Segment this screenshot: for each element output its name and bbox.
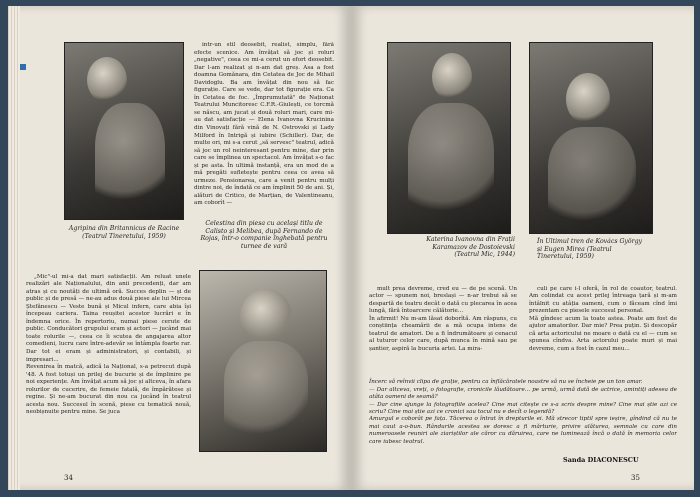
photo-agripina xyxy=(64,42,184,220)
paragraph: mult prea devreme, cred eu — de pe scenă. Un actor — spunem noi, breslași — n-ar trebui să se despartă de teatru decât o dată cu plecarea în acea lungă, fără întoarcere călătorie... În afirmit! Nu m-am lăsat doborîtă. Am răspuns, cu conștiința cheamării de a mă ocupa intens de teatrul de amatori. De a fi îndrumătoare și cenacul al tuturor celor care, după munca în mină sau pe șantier, aspiră la bucuria artei. La mira- xyxy=(369,285,517,352)
text-column-bottom xyxy=(26,266,191,474)
photo-ultimul-tren xyxy=(529,42,653,234)
paragraph: într-un stil deosebit, realist, simplu, fără efecte scenice. Am învățat să joc și roluri „negative", ceea ce mi-a cerut un efort deosebit. Dar l-am realizat și n-am dat greș. Asa a fost doamna Gomănara, din Cetatea de Joc de Mihail Davidoglu. Ba am învățat din nou să fac figurație. Care se vede, dar tot figurație era. Ca în Cetatea de foc. „Împrumutată" de Naționat Teatrului Muncitoresc C.F.R.-Giulești, ce torcmă se născu, am jucat și două roluri mari, care mi-au dat satisfacție — Elena Ivanovna Krucinina din Vinovați fără vină de N. Ostrovski și Lady Milford în Intrigă și iubire (Schiller). Dar, de multe ori, mi s-a cerut „să servesc" teatrul, adică să joc un rol neinteresant pentru mine, dar prin care se împlinea un spectacol. Am învățat s-o fac și pe asta. În ultimă instanță, era un mod de a mă pregăti sufletește pentru ceea ce avea să urmeze. Pensionarea, care a venit pentru mulți dintre noi, de îndată ce am împlinit 50 de ani. Și, alături de Critico, de Marțian, de Valentineanu, am coborît — xyxy=(194,42,334,207)
photo-celestina xyxy=(199,270,327,452)
text-column-right-a xyxy=(369,278,517,368)
caption-katerina: Katerina Ivanovna din Frații Karamazov de Dostoievski (Teatrul Mic, 1944) xyxy=(426,236,515,259)
photo-katerina xyxy=(387,42,511,234)
author-signature: Sanda DIACONESCU xyxy=(563,456,639,464)
caption-agripina: Agripina din Britannicus de Racine (Teatrul Tineretului, 1959) xyxy=(68,225,180,240)
quote-text: Încerc să reînvii clipa de grație, pentru ca înflăcăratele noastre să nu se încheie pe un ton amar. — Dar altceva, vreți, o fotografie, cronicile lăudătoare... pe urmă, urmă dată de actrice, amintiți adesea de atâta oameni de seamă? — Dar cine ajunge la fotografiile acelea? Cine mai citește ce s-a scris despre mine? Cine mai știe azi ce scriu? Cine mai știe azi ce cronici sau tocul nu e decît o legendă? Amurgul e coborât pe fața. Tăcerea o întrat în drepturile ei. Mă strecor tiptil spre ieșire, gîndind că nu te mai caut a-o-bun. Rândurile acestea se doresc a fi mărturie, privire alăturea, semnale cu care din numeroasele reuniri ale ziariștilor ale căror cu dăruirea, care ne luminează încă o dată în memoria celor care iubesc teatrul. xyxy=(369,379,677,445)
paragraph: culi pe care i-l oferă, în rol de coautor, teatrul. Am colindat cu acest prilej întreaga țară și m-am întâlnit cu atâția oameni, cum o făceam cînd îmi prezentam cu piesele succesul personal. Mă gîndesc acum la toate astea. Poate am fost de ajutor amatorilor. Dar mie? Prea puțin. Și descopăr că arta actoricului ne moare o dată cu el — cum se spunea cîndva. Arta actorului poate muri și mai devreme, cum a fost în cazul meu... xyxy=(529,285,677,352)
caption-ultimul-tren: În Ultimul tren de Kovács György și Eugen Mirea (Teatrul Tineretului, 1959) xyxy=(537,238,643,261)
page-number-right: 35 xyxy=(631,474,640,482)
text-column-right-b xyxy=(529,278,677,368)
right-page xyxy=(351,6,694,490)
caption-celestina: Celestina din piesa cu același titlu de Calisto și Melibea, după Fernando de Rojas, într-o companie înghebată pentru turnee de vară xyxy=(200,220,328,250)
page-edges xyxy=(8,6,20,490)
left-page xyxy=(8,6,351,490)
closing-quote xyxy=(369,372,677,452)
text-column-top xyxy=(194,42,334,208)
paragraph: „Mic"-ul mi-a dat mari satisfacții. Am reluat unele realizări ale Naționalului, din anii precedenți, dar am atras și cu noutăți de ultimă oră. Succes deplin — și de public și de presă — ne-au adus două piese ale lui Mircea Ștefănescu — Veste bună și Micul infern, care abia își începeau cariera. Taina reușitei acestor lucrări e în îndemna orice. În repertoriu, numai piese cerute de public. Conducători grupului eram și actori — jucând mai toate rolurile —, ceea ce îi scutea de angajarea altor comedieni, lucru care între-adevăr se întâmpla foarte rar. Dar tot ei eram și administratori, și contabili, și impresari... Revenirea în matcă, adică la Național, s-a petrecut după '48. A fost totuși un prilej de bucurie și de împlinire pe noi experiențe. Am învățat acum să joc și altceva, în afara rolurilor de cucerire, de femeie fatală, de împărătese și regine. Și ne-am bucurat din nou ca jucând în teatrul acesta nou. Succesul în scenă, piese cu tematică nouă, neobișnuite pentru mine. Se juca xyxy=(26,273,191,416)
blue-marker xyxy=(20,64,26,70)
page-number-left: 34 xyxy=(64,474,73,482)
